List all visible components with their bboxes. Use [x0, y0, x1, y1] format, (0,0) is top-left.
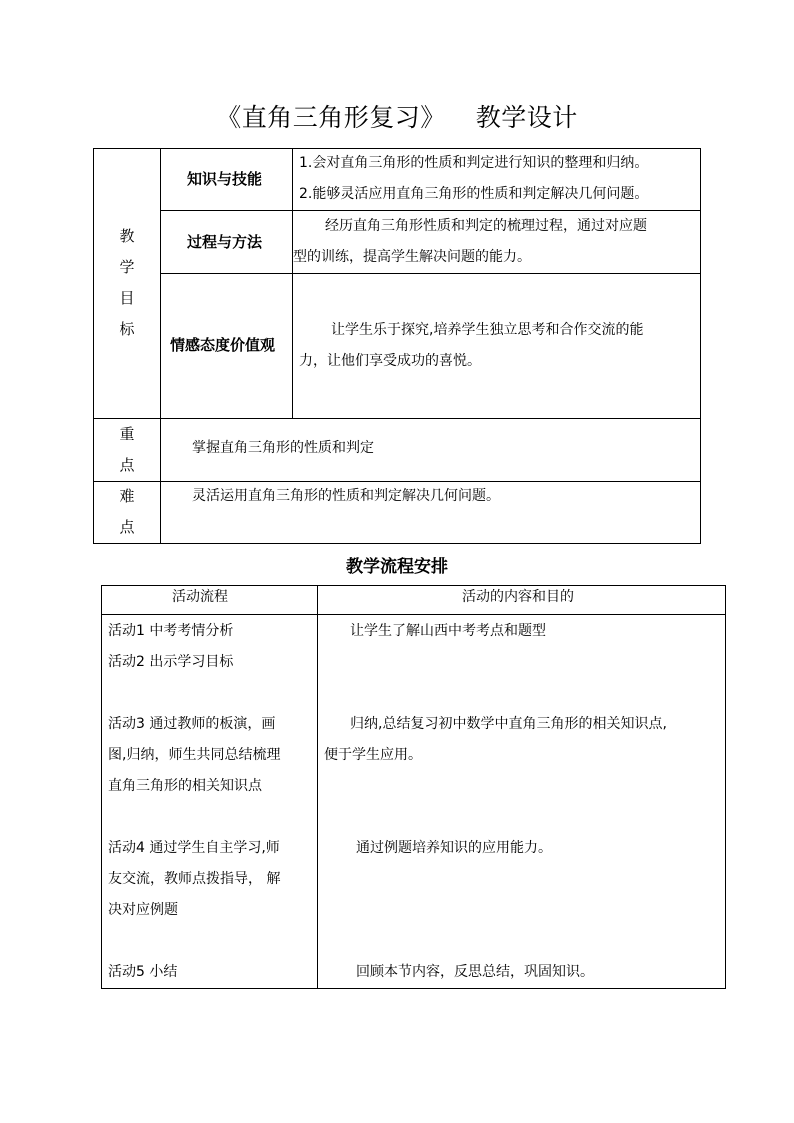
difficult-point-label-char: 点	[119, 518, 135, 536]
objective-label-process: 过程与方法	[187, 233, 263, 251]
flow-purpose-line: 归纳,总结复习初中数学中直角三角形的相关知识点,	[350, 716, 667, 732]
objective-text-line: 力，让他们享受成功的喜悦。	[299, 353, 481, 369]
flow-activity-line: 决对应例题	[108, 902, 178, 918]
flow-header-purpose: 活动的内容和目的	[462, 589, 574, 605]
flow-heading: 教学流程安排	[346, 557, 448, 577]
difficult-point-label-char: 难	[119, 487, 135, 505]
flow-activity: 活动2 出示学习目标	[108, 654, 234, 670]
flow-activity-line: 友交流，教师点拨指导， 解	[108, 871, 281, 887]
flow-activity-line: 活动3 通过教师的板演，画	[108, 716, 276, 732]
difficult-point-content: 灵活运用直角三角形的性质和判定解决几何问题。	[192, 488, 500, 504]
flow-activity: 活动1 中考考情分析	[108, 623, 234, 639]
objective-text-line: 经历直角三角形性质和判定的梳理过程，通过对应题	[325, 218, 647, 234]
flow-header-activity: 活动流程	[172, 589, 228, 605]
key-point-label-char: 重	[119, 425, 135, 443]
objective-text-line: 1.会对直角三角形的性质和判定进行知识的整理和归纳。	[299, 155, 649, 171]
flow-activity-line: 活动4 通过学生自主学习,师	[108, 840, 280, 856]
objectives-group-char: 目	[119, 289, 135, 307]
title-main: 《直角三角形复习》	[216, 103, 446, 132]
flow-purpose: 通过例题培养知识的应用能力。	[356, 840, 552, 856]
key-point-content: 掌握直角三角形的性质和判定	[192, 440, 374, 456]
objective-text-line: 让学生乐于探究,培养学生独立思考和合作交流的能	[331, 322, 644, 338]
title-suffix: 教学设计	[475, 103, 578, 132]
objective-label-knowledge: 知识与技能	[187, 170, 263, 188]
flow-activity-line: 直角三角形的相关知识点	[108, 778, 262, 794]
objective-label-attitude: 情感态度价值观	[170, 336, 276, 354]
key-point-label-char: 点	[119, 456, 135, 474]
flow-activity: 活动5 小结	[108, 964, 178, 980]
objectives-group-char: 学	[119, 258, 135, 276]
objectives-group-char: 教	[119, 227, 135, 245]
flow-purpose: 让学生了解山西中考考点和题型	[350, 623, 546, 639]
flow-purpose: 回顾本节内容，反思总结，巩固知识。	[356, 964, 594, 980]
objectives-group-char: 标	[119, 320, 135, 338]
page-title	[0, 98, 794, 134]
flow-activity-line: 图,归纳，师生共同总结梳理	[108, 747, 281, 763]
objective-text-line: 2.能够灵活应用直角三角形的性质和判定解决几何问题。	[299, 186, 649, 202]
objective-text-line: 型的训练，提高学生解决问题的能力。	[293, 249, 531, 265]
flow-purpose-line: 便于学生应用。	[324, 747, 422, 763]
